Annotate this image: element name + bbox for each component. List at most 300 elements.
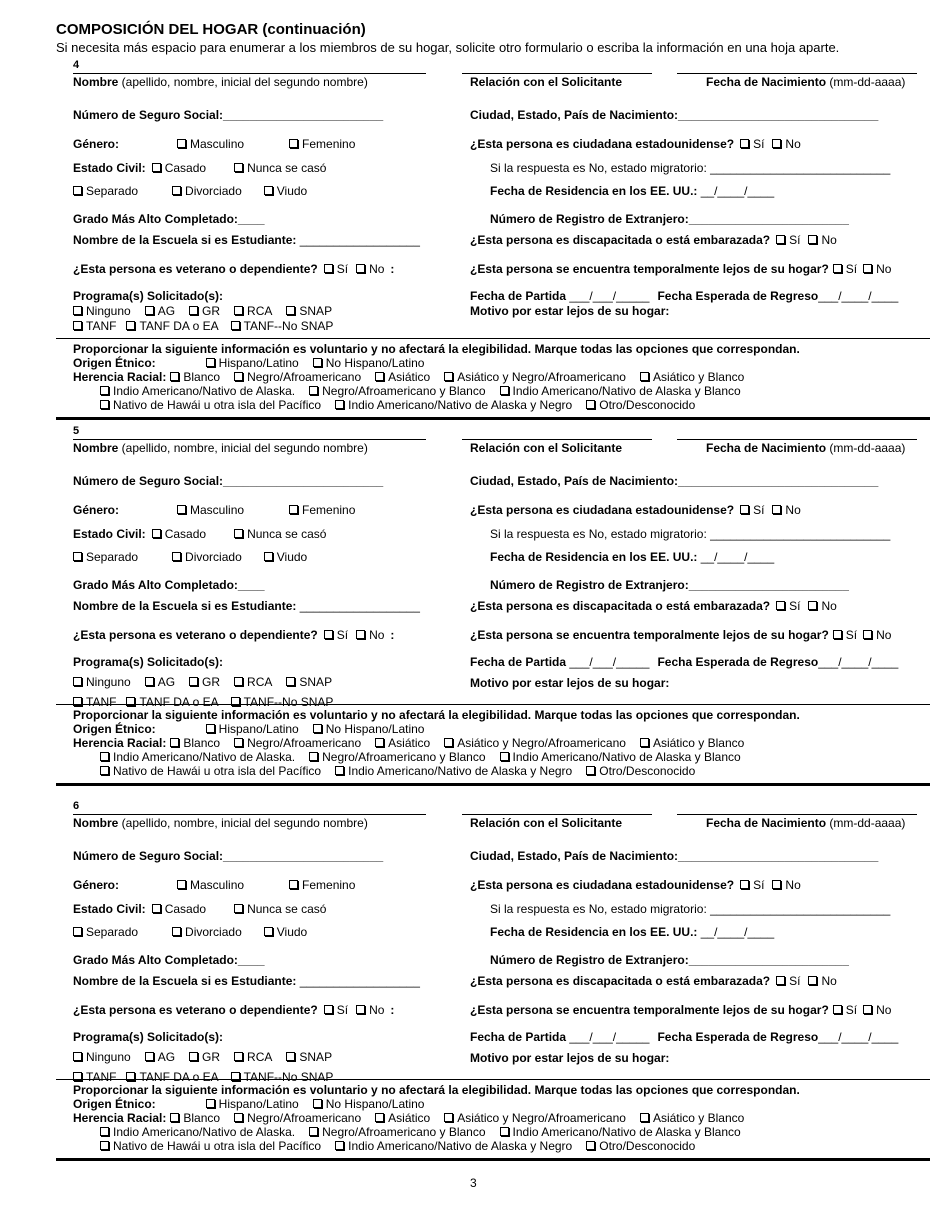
household-member-4 [56, 59, 930, 434]
no-text: No [369, 1003, 385, 1017]
grade-field[interactable] [73, 953, 265, 967]
indio-blanco-text: Indio Americano/Nativo de Alaska y Blanco [512, 750, 741, 764]
escuela-text: Nombre de la Escuela si es Estudiante: [73, 233, 297, 247]
white-checkbox[interactable] [170, 372, 179, 381]
citizen-row [470, 137, 801, 151]
underline [677, 814, 917, 815]
nombre-bold-text: Nombre [73, 75, 119, 89]
casado-text: Casado [164, 161, 207, 175]
school-field[interactable] [73, 233, 420, 247]
fecha-residencia-text: Fecha de Residencia en los EE. UU.: [490, 184, 698, 198]
veteran-no-checkbox[interactable] [356, 1005, 365, 1014]
citizen-no-checkbox[interactable] [772, 505, 781, 514]
ag-text: AG [157, 1050, 176, 1064]
immigration-status-field[interactable] [490, 161, 890, 175]
asian-white-checkbox[interactable] [640, 738, 649, 747]
registro-text: Número de Registro de Extranjero:________________________ [490, 953, 849, 967]
snap-checkbox[interactable] [286, 677, 295, 686]
ninguno-checkbox[interactable] [73, 306, 82, 315]
no-text: No [785, 137, 801, 151]
relacion-text: Relación con el Solicitante [470, 441, 623, 455]
gr-text: GR [202, 304, 221, 318]
citizen-yes-checkbox[interactable] [740, 880, 749, 889]
programs-label [73, 655, 223, 669]
away-no-checkbox[interactable] [863, 1005, 872, 1014]
indio-text: Indio Americano/Nativo de Alaska. [113, 750, 296, 764]
hispanic-checkbox[interactable] [206, 1099, 215, 1108]
divorced-checkbox[interactable] [172, 186, 181, 195]
ssn-field[interactable] [73, 108, 383, 122]
hispano-text: Hispano/Latino [218, 356, 299, 370]
ninguno-checkbox[interactable] [73, 1052, 82, 1061]
rca-text: RCA [247, 304, 273, 318]
asiatico-blanco-text: Asiático y Blanco [652, 370, 745, 384]
ninguno-text: Ninguno [86, 304, 131, 318]
ninguno-checkbox[interactable] [73, 677, 82, 686]
race-row-3 [100, 398, 695, 412]
school-field[interactable] [73, 599, 420, 613]
programas-text: Programa(s) Solicitado(s): [73, 655, 224, 669]
veteran-no-checkbox[interactable] [356, 264, 365, 273]
disabled-yes-checkbox[interactable] [776, 235, 785, 244]
gr-checkbox[interactable] [189, 1052, 198, 1061]
ethnic-origin-row [73, 1097, 424, 1111]
no-text: No [821, 599, 837, 613]
fecha-regreso-text: Fecha Esperada de Regreso [657, 655, 819, 669]
veteran-yes-checkbox[interactable] [324, 264, 333, 273]
no-hispano-text: No Hispano/Latino [325, 722, 425, 736]
si-text: Sí [789, 974, 801, 988]
ciudadana-q-text: ¿Esta persona es ciudadana estadounidense? [470, 878, 735, 892]
disabled-row [470, 233, 837, 247]
birthdate-field[interactable] [706, 441, 905, 455]
discapacitada-q-text: ¿Esta persona es discapacitada o está embarazada? [470, 599, 771, 613]
indian-black-checkbox[interactable] [335, 1141, 344, 1150]
residence-date-field[interactable] [490, 550, 774, 564]
voluntario-text: Proporcionar la siguiente información es voluntario y no afectará la elegibilidad. Marque todas las opciones que correspondan. [73, 1083, 800, 1097]
disabled-no-checkbox[interactable] [808, 601, 817, 610]
birthdate-field[interactable] [706, 816, 905, 830]
school-field[interactable] [73, 974, 420, 988]
relationship-field[interactable] [470, 75, 622, 89]
widowed-checkbox[interactable] [264, 186, 273, 195]
blanco-text: Blanco [183, 1111, 221, 1125]
si-text: Sí [845, 1003, 858, 1017]
american-indian-checkbox[interactable] [100, 752, 109, 761]
widowed-checkbox[interactable] [264, 927, 273, 936]
asian-black-checkbox[interactable] [444, 1113, 453, 1122]
black-white-checkbox[interactable] [309, 752, 318, 761]
lejos-q-text: ¿Esta persona se encuentra temporalmente lejos de su hogar? [470, 628, 829, 642]
viudo-text: Viudo [276, 925, 308, 939]
away-reason-field[interactable] [470, 676, 669, 690]
pacific-islander-checkbox[interactable] [100, 1141, 109, 1150]
ssn-field[interactable] [73, 474, 383, 488]
indian-white-checkbox[interactable] [500, 752, 509, 761]
grado-text: Grado Más Alto Completado:____ [73, 953, 265, 967]
away-no-checkbox[interactable] [863, 264, 872, 273]
si-text: Sí [789, 233, 801, 247]
citizen-no-checkbox[interactable] [772, 139, 781, 148]
black-checkbox[interactable] [234, 738, 243, 747]
birthplace-field[interactable] [470, 108, 878, 122]
ag-checkbox[interactable] [145, 1052, 154, 1061]
asian-checkbox[interactable] [375, 1113, 384, 1122]
registro-text: Número de Registro de Extranjero:________________________ [490, 212, 849, 226]
femenino-text: Femenino [302, 878, 356, 892]
alien-number-field[interactable] [490, 212, 849, 226]
indian-white-checkbox[interactable] [500, 1127, 509, 1136]
programs-label [73, 1030, 223, 1044]
no-text: No [876, 628, 892, 642]
no-text: No [876, 1003, 892, 1017]
away-no-checkbox[interactable] [863, 630, 872, 639]
married-checkbox[interactable] [152, 163, 161, 172]
male-checkbox[interactable] [177, 505, 186, 514]
female-checkbox[interactable] [289, 505, 298, 514]
otro-text: Otro/Desconocido [599, 1139, 696, 1153]
race-row-1 [73, 736, 744, 750]
immigration-status-field[interactable] [490, 527, 890, 541]
asian-white-checkbox[interactable] [640, 1113, 649, 1122]
ssn-field[interactable] [73, 849, 383, 863]
gr-checkbox[interactable] [189, 306, 198, 315]
divorciado-text: Divorciado [185, 550, 242, 564]
hispano-text: Hispano/Latino [218, 722, 299, 736]
departure-return-field[interactable] [470, 289, 898, 303]
birthplace-field[interactable] [470, 849, 878, 863]
black-white-checkbox[interactable] [309, 1127, 318, 1136]
veteran-row [73, 1003, 394, 1017]
alien-number-field[interactable] [490, 953, 849, 967]
gr-checkbox[interactable] [189, 677, 198, 686]
tanf-text: TANF [86, 319, 117, 333]
widowed-checkbox[interactable] [264, 552, 273, 561]
underline [677, 439, 917, 440]
asian-checkbox[interactable] [375, 738, 384, 747]
separated-checkbox[interactable] [73, 186, 82, 195]
grado-text: Grado Más Alto Completado:____ [73, 212, 265, 226]
disabled-no-checkbox[interactable] [808, 235, 817, 244]
veteran-yes-checkbox[interactable] [324, 630, 333, 639]
name-field[interactable] [73, 816, 368, 830]
other-checkbox[interactable] [586, 766, 595, 775]
asiatico-negro-text: Asiático y Negro/Afroamericano [457, 370, 626, 384]
block-divider [56, 1158, 930, 1161]
member-number: 5 [73, 425, 80, 437]
fecha-regreso-text: Fecha Esperada de Regreso [657, 1030, 819, 1044]
registro-text: Número de Registro de Extranjero:________________________ [490, 578, 849, 592]
si-text: Sí [845, 628, 858, 642]
citizen-row [470, 503, 801, 517]
name-field[interactable] [73, 75, 368, 89]
underline [677, 73, 917, 74]
masculino-text: Masculino [190, 503, 245, 517]
away-yes-checkbox[interactable] [833, 630, 842, 639]
name-field[interactable] [73, 441, 368, 455]
relacion-text: Relación con el Solicitante [470, 816, 623, 830]
race-row-3 [100, 1139, 695, 1153]
away-yes-checkbox[interactable] [833, 264, 842, 273]
snap-checkbox[interactable] [286, 306, 295, 315]
marital-row-1 [73, 527, 326, 541]
ssn-text: Número de Seguro Social:________________________ [73, 849, 384, 863]
disabled-row [470, 974, 837, 988]
black-checkbox[interactable] [234, 1113, 243, 1122]
asian-black-checkbox[interactable] [444, 738, 453, 747]
programs-row-1 [73, 675, 332, 689]
hispanic-checkbox[interactable] [206, 724, 215, 733]
veterano-q-text: ¿Esta persona es veterano o dependiente? [73, 262, 318, 276]
tanf-checkbox[interactable] [73, 321, 82, 330]
indian-white-checkbox[interactable] [500, 386, 509, 395]
nombre-bold-text: Nombre [73, 441, 119, 455]
other-checkbox[interactable] [586, 1141, 595, 1150]
indian-black-checkbox[interactable] [335, 766, 344, 775]
genero-text: Género: [73, 878, 120, 892]
discapacitada-q-text: ¿Esta persona es discapacitada o está embarazada? [470, 974, 771, 988]
no-text: No [785, 503, 801, 517]
not-hispanic-checkbox[interactable] [313, 358, 322, 367]
away-yes-checkbox[interactable] [833, 1005, 842, 1014]
away-row [470, 262, 891, 276]
gender-row [73, 878, 355, 892]
citizen-yes-checkbox[interactable] [740, 139, 749, 148]
lejos-q-text: ¿Esta persona se encuentra temporalmente lejos de su hogar? [470, 1003, 829, 1017]
married-checkbox[interactable] [152, 529, 161, 538]
american-indian-checkbox[interactable] [100, 1127, 109, 1136]
ninguno-text: Ninguno [86, 1050, 131, 1064]
fecha-nac-bold-text: Fecha de Nacimiento [706, 441, 827, 455]
colon-text: : [390, 262, 395, 276]
ag-text: AG [157, 304, 176, 318]
blanco-text: Blanco [183, 736, 221, 750]
nunca-caso-text: Nunca se casó [247, 527, 327, 541]
negro-text: Negro/Afroamericano [247, 736, 362, 750]
female-checkbox[interactable] [289, 139, 298, 148]
veteran-yes-checkbox[interactable] [324, 1005, 333, 1014]
ssn-text: Número de Seguro Social:________________________ [73, 474, 384, 488]
fecha-nac-bold-text: Fecha de Nacimiento [706, 816, 827, 830]
negro-text: Negro/Afroamericano [247, 370, 362, 384]
black-white-checkbox[interactable] [309, 386, 318, 395]
citizen-no-checkbox[interactable] [772, 880, 781, 889]
pacific-islander-checkbox[interactable] [100, 766, 109, 775]
underline [462, 814, 652, 815]
snap-text: SNAP [299, 675, 333, 689]
tanf-text: TANF [86, 1070, 117, 1084]
female-checkbox[interactable] [289, 880, 298, 889]
section-divider [56, 338, 930, 339]
indio-text: Indio Americano/Nativo de Alaska. [113, 1125, 296, 1139]
escuela-text: Nombre de la Escuela si es Estudiante: [73, 599, 297, 613]
gr-text: GR [202, 1050, 221, 1064]
otro-text: Otro/Desconocido [599, 764, 696, 778]
residence-date-field[interactable] [490, 925, 774, 939]
tanf-da-text: TANF DA o EA [139, 695, 219, 709]
grade-field[interactable] [73, 578, 265, 592]
marital-row-1 [73, 902, 326, 916]
divorced-checkbox[interactable] [172, 552, 181, 561]
no-text: No [876, 262, 892, 276]
relationship-field[interactable] [470, 441, 622, 455]
not-hispanic-checkbox[interactable] [313, 724, 322, 733]
asian-black-checkbox[interactable] [444, 372, 453, 381]
grado-text: Grado Más Alto Completado:____ [73, 578, 265, 592]
tanf-no-snap-text: TANF--No SNAP [243, 1070, 334, 1084]
ciudad-text: Ciudad, Estado, País de Nacimiento:______________________________ [470, 849, 879, 863]
birthplace-field[interactable] [470, 474, 878, 488]
masculino-text: Masculino [190, 137, 245, 151]
departure-return-field[interactable] [470, 1030, 898, 1044]
tanf-da-checkbox[interactable] [126, 321, 135, 330]
origen-text: Origen Étnico: [73, 722, 156, 736]
rca-checkbox[interactable] [234, 1052, 243, 1061]
tanf-no-snap-text: TANF--No SNAP [243, 319, 334, 333]
hawai-text: Nativo de Hawái u otra isla del Pacífico [113, 764, 322, 778]
away-reason-field[interactable] [470, 304, 669, 318]
escuela-text: Nombre de la Escuela si es Estudiante: [73, 974, 297, 988]
motivo-text: Motivo por estar lejos de su hogar: [470, 304, 670, 318]
other-checkbox[interactable] [586, 400, 595, 409]
estado-civil-text: Estado Civil: [73, 161, 146, 175]
voluntario-text: Proporcionar la siguiente información es voluntario y no afectará la elegibilidad. Marque todas las opciones que correspondan. [73, 342, 800, 356]
estado-migratorio-text: Si la respuesta es No, estado migratorio: ___________________________ [490, 527, 891, 541]
no-text: No [369, 628, 385, 642]
race-row-1 [73, 370, 744, 384]
divorced-checkbox[interactable] [172, 927, 181, 936]
pacific-islander-checkbox[interactable] [100, 400, 109, 409]
femenino-text: Femenino [302, 503, 356, 517]
disabled-no-checkbox[interactable] [808, 976, 817, 985]
white-checkbox[interactable] [170, 738, 179, 747]
separated-checkbox[interactable] [73, 552, 82, 561]
snap-text: SNAP [299, 1050, 333, 1064]
never-married-checkbox[interactable] [234, 163, 243, 172]
separated-checkbox[interactable] [73, 927, 82, 936]
away-reason-field[interactable] [470, 1051, 669, 1065]
no-text: No [821, 974, 837, 988]
away-row [470, 1003, 891, 1017]
asiatico-negro-text: Asiático y Negro/Afroamericano [457, 736, 626, 750]
citizen-yes-checkbox[interactable] [740, 505, 749, 514]
veteran-row [73, 262, 394, 276]
block-divider [56, 783, 930, 786]
programs-row-1 [73, 304, 332, 318]
never-married-checkbox[interactable] [234, 529, 243, 538]
snap-checkbox[interactable] [286, 1052, 295, 1061]
household-member-6 [56, 800, 930, 1175]
relationship-field[interactable] [470, 816, 622, 830]
fecha-residencia-blank-text: __/____/____ [697, 925, 775, 939]
motivo-text: Motivo por estar lejos de su hogar: [470, 676, 670, 690]
veteran-no-checkbox[interactable] [356, 630, 365, 639]
fecha-residencia-blank-text: __/____/____ [697, 550, 775, 564]
alien-number-field[interactable] [490, 578, 849, 592]
estado-civil-text: Estado Civil: [73, 527, 146, 541]
disabled-yes-checkbox[interactable] [776, 601, 785, 610]
white-checkbox[interactable] [170, 1113, 179, 1122]
american-indian-checkbox[interactable] [100, 386, 109, 395]
fecha-regreso-blank-text: ___/____/____ [818, 655, 899, 669]
male-checkbox[interactable] [177, 880, 186, 889]
snap-text: SNAP [299, 304, 333, 318]
gr-text: GR [202, 675, 221, 689]
colon-text: : [390, 1003, 395, 1017]
disabled-row [470, 599, 837, 613]
veterano-q-text: ¿Esta persona es veterano o dependiente? [73, 628, 318, 642]
grade-field[interactable] [73, 212, 265, 226]
marital-row-2 [73, 550, 307, 564]
nombre-rest-text: (apellido, nombre, inicial del segundo nombre) [118, 441, 368, 455]
genero-text: Género: [73, 503, 120, 517]
asiatico-text: Asiático [388, 736, 431, 750]
tanf-da-text: TANF DA o EA [139, 319, 219, 333]
rca-checkbox[interactable] [234, 677, 243, 686]
ag-checkbox[interactable] [145, 677, 154, 686]
asian-checkbox[interactable] [375, 372, 384, 381]
departure-return-field[interactable] [470, 655, 898, 669]
casado-text: Casado [164, 527, 207, 541]
fecha-partida-text: Fecha de Partida [470, 289, 567, 303]
never-married-checkbox[interactable] [234, 904, 243, 913]
race-row-3 [100, 764, 695, 778]
race-row-2 [100, 1125, 741, 1139]
race-row-1 [73, 1111, 744, 1125]
indian-black-checkbox[interactable] [335, 400, 344, 409]
citizen-row [470, 878, 801, 892]
nunca-caso-text: Nunca se casó [247, 161, 327, 175]
disabled-yes-checkbox[interactable] [776, 976, 785, 985]
tanf-no-snap-checkbox[interactable] [231, 321, 240, 330]
rca-checkbox[interactable] [234, 306, 243, 315]
indio-negro-text: Indio Americano/Nativo de Alaska y Negro [348, 764, 573, 778]
otro-text: Otro/Desconocido [599, 398, 696, 412]
hispanic-checkbox[interactable] [206, 358, 215, 367]
hispano-text: Hispano/Latino [218, 1097, 299, 1111]
underline [73, 814, 426, 815]
fecha-partida-blank-text: ___/___/_____ [566, 655, 650, 669]
hawai-text: Nativo de Hawái u otra isla del Pacífico [113, 1139, 322, 1153]
voluntario-text: Proporcionar la siguiente información es voluntario y no afectará la elegibilidad. Marque todas las opciones que correspondan. [73, 708, 800, 722]
asiatico-text: Asiático [388, 1111, 431, 1125]
fecha-residencia-text: Fecha de Residencia en los EE. UU.: [490, 550, 698, 564]
married-checkbox[interactable] [152, 904, 161, 913]
black-checkbox[interactable] [234, 372, 243, 381]
ag-checkbox[interactable] [145, 306, 154, 315]
si-text: Sí [336, 1003, 349, 1017]
asiatico-negro-text: Asiático y Negro/Afroamericano [457, 1111, 626, 1125]
motivo-text: Motivo por estar lejos de su hogar: [470, 1051, 670, 1065]
immigration-status-field[interactable] [490, 902, 890, 916]
veterano-q-text: ¿Esta persona es veterano o dependiente? [73, 1003, 318, 1017]
male-checkbox[interactable] [177, 139, 186, 148]
estado-migratorio-text: Si la respuesta es No, estado migratorio: ___________________________ [490, 902, 891, 916]
underline [73, 439, 426, 440]
programs-row-2 [73, 1070, 333, 1084]
herencia-text: Herencia Racial: [73, 370, 167, 384]
estado-migratorio-text: Si la respuesta es No, estado migratorio: ___________________________ [490, 161, 891, 175]
asian-white-checkbox[interactable] [640, 372, 649, 381]
underline [462, 73, 652, 74]
not-hispanic-checkbox[interactable] [313, 1099, 322, 1108]
ciudad-text: Ciudad, Estado, País de Nacimiento:______________________________ [470, 108, 879, 122]
residence-date-field[interactable] [490, 184, 774, 198]
fecha-residencia-blank-text: __/____/____ [697, 184, 775, 198]
birthdate-field[interactable] [706, 75, 905, 89]
voluntary-notice [73, 342, 800, 356]
indio-text: Indio Americano/Nativo de Alaska. [113, 384, 296, 398]
